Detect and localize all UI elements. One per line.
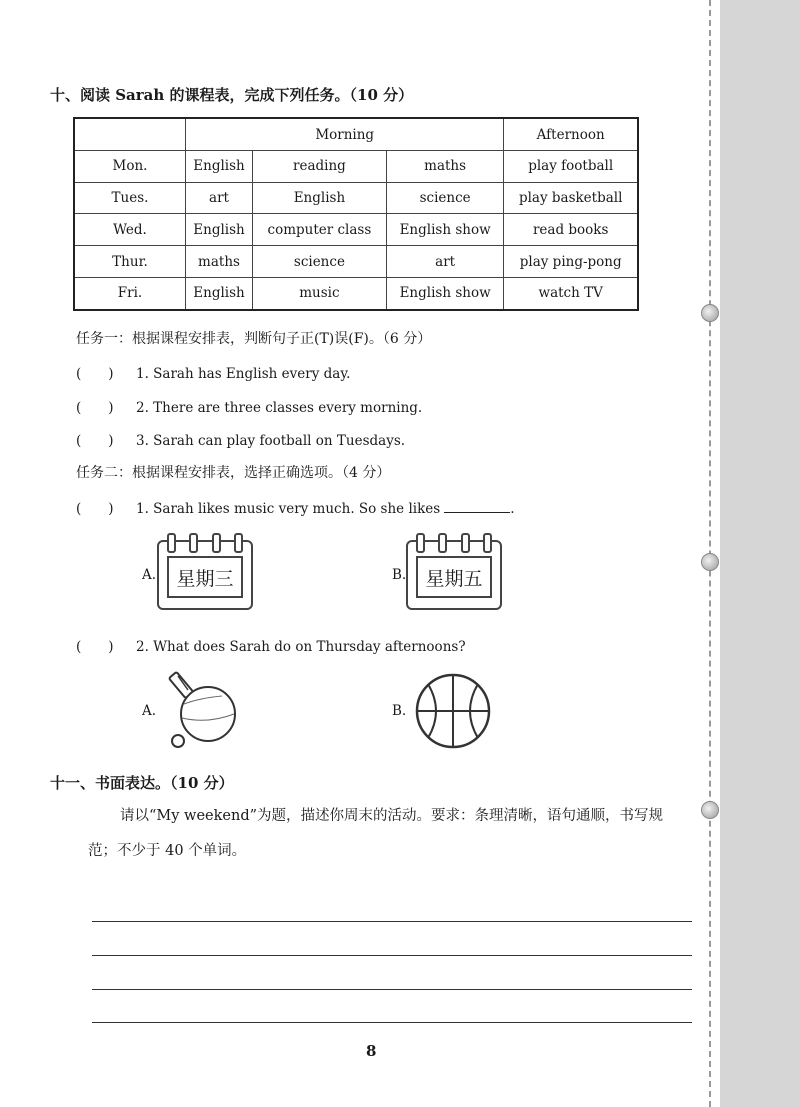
task-1-question-1 xyxy=(76,362,350,382)
question-text: 2. What does Sarah do on Thursday afternoons? xyxy=(136,639,466,655)
question-end: . xyxy=(510,501,515,517)
class-cell: English show xyxy=(386,277,504,310)
calendar-b-text: 星期五 xyxy=(416,556,492,598)
answer-paren[interactable]: ( ) xyxy=(76,639,114,655)
binding-hole-1 xyxy=(701,304,719,322)
class-cell: art xyxy=(186,182,253,214)
task-2-title: 任务二：根据课程安排表，选择正确选项。（4 分） xyxy=(76,465,391,481)
afternoon-cell: play football xyxy=(504,151,638,183)
class-cell: maths xyxy=(186,246,253,278)
day-cell: Mon. xyxy=(74,151,186,183)
class-cell: maths xyxy=(386,151,504,183)
header-corner xyxy=(74,118,186,151)
question-text: 1. Sarah has English every day. xyxy=(136,366,351,382)
class-cell: English xyxy=(186,214,253,246)
writing-line[interactable] xyxy=(92,955,692,956)
question-text: 3. Sarah can play football on Tuesdays. xyxy=(136,433,406,449)
task-2-question-1 xyxy=(76,497,515,517)
answer-paren[interactable]: ( ) xyxy=(76,433,114,449)
table-row xyxy=(74,151,638,183)
question-text: 1. Sarah likes music very much. So she likes xyxy=(136,501,441,517)
writing-line[interactable] xyxy=(92,989,692,990)
option-b-label: B. xyxy=(392,567,407,583)
section-10-title: 十、阅读 Sarah 的课程表，完成下列任务。（10 分） xyxy=(50,86,414,104)
header-morning: Morning xyxy=(186,118,504,151)
basketball-icon[interactable] xyxy=(414,672,492,750)
day-cell: Tues. xyxy=(74,182,186,214)
class-cell: English xyxy=(186,277,253,310)
afternoon-cell: play ping-pong xyxy=(504,246,638,278)
table-row xyxy=(74,182,638,214)
answer-paren[interactable]: ( ) xyxy=(76,400,114,416)
class-cell: music xyxy=(253,277,387,310)
task-1-title: 任务一：根据课程安排表，判断句子正(T)误(F)。（6 分） xyxy=(76,331,432,347)
schedule-table xyxy=(73,117,639,311)
afternoon-cell: read books xyxy=(504,214,638,246)
day-cell: Wed. xyxy=(74,214,186,246)
calendar-icon-b[interactable] xyxy=(406,540,502,610)
task-1-question-3 xyxy=(76,429,405,449)
writing-line[interactable] xyxy=(92,921,692,922)
afternoon-cell: play basketball xyxy=(504,182,638,214)
class-cell: English show xyxy=(386,214,504,246)
section-11-title: 十一、书面表达。（10 分） xyxy=(50,774,234,792)
option-a-label: A. xyxy=(142,703,157,719)
option-a-label: A. xyxy=(142,567,157,583)
table-row xyxy=(74,214,638,246)
class-cell: art xyxy=(386,246,504,278)
writing-prompt-line-2: 范；不少于 40 个单词。 xyxy=(88,843,247,859)
table-row xyxy=(74,246,638,278)
class-cell: computer class xyxy=(253,214,387,246)
class-cell: science xyxy=(253,246,387,278)
option-b-label: B. xyxy=(392,703,407,719)
calendar-icon-a[interactable] xyxy=(157,540,253,610)
class-cell: reading xyxy=(253,151,387,183)
header-afternoon: Afternoon xyxy=(504,118,638,151)
class-cell: science xyxy=(386,182,504,214)
paddle-head xyxy=(181,687,235,741)
writing-prompt-line-1: 请以“My weekend”为题，描述你周末的活动。要求：条理清晰，语句通顺，书写规 xyxy=(120,808,664,824)
table-row xyxy=(74,277,638,310)
ping-pong-paddle-icon[interactable] xyxy=(168,668,244,750)
answer-paren[interactable]: ( ) xyxy=(76,366,114,382)
page-number: 8 xyxy=(366,1042,377,1060)
question-text: 2. There are three classes every morning. xyxy=(136,400,423,416)
binding-hole-2 xyxy=(701,553,719,571)
calendar-a-text: 星期三 xyxy=(167,556,243,598)
class-cell: English xyxy=(253,182,387,214)
answer-paren[interactable]: ( ) xyxy=(76,501,114,517)
binding-margin xyxy=(720,0,800,1107)
task-1-question-2 xyxy=(76,396,422,416)
task-2-question-2 xyxy=(76,635,466,655)
day-cell: Fri. xyxy=(74,277,186,310)
afternoon-cell: watch TV xyxy=(504,277,638,310)
day-cell: Thur. xyxy=(74,246,186,278)
writing-line[interactable] xyxy=(92,1022,692,1023)
answer-blank[interactable] xyxy=(444,512,510,513)
class-cell: English xyxy=(186,151,253,183)
ping-pong-ball xyxy=(172,735,184,747)
binding-hole-3 xyxy=(701,801,719,819)
table-header-row xyxy=(74,118,638,151)
